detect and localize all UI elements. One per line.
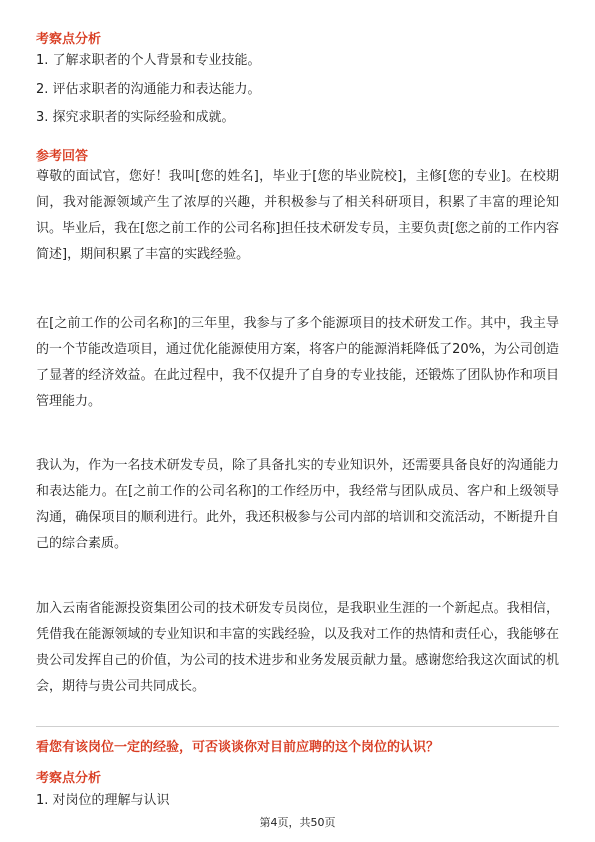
page-number: 第4页，共50页	[259, 816, 336, 829]
next-analysis-point-1: 1. 对岗位的理解与认识	[36, 793, 170, 808]
answer-paragraph-1: 尊敬的面试官，您好！我叫[您的姓名]，毕业于[您的毕业院校]，主修[您的专业]。在校期间，我对能源领域产生了浓厚的兴趣，并积极参与了相关科研项目，积累了丰富的理论知识。毕业后，我在[您之前工作的公司名称]担任技术研发专员，主要负责[您之前的工作内容简述]，期间积累了丰富的实践经验。	[36, 169, 559, 262]
analysis-point-3: 3. 探究求职者的实际经验和成就。	[36, 110, 235, 125]
answer-paragraph-2: 在[之前工作的公司名称]的三年里，我参与了多个能源项目的技术研发工作。其中，我主导的一个节能改造项目，通过优化能源使用方案，将客户的能源消耗降低了20%，为公司创造了显著的经济效益。在此过程中，我不仅提升了自身的专业技能，还锻炼了团队协作和项目管理能力。	[36, 316, 559, 409]
analysis-point-2: 2. 评估求职者的沟通能力和表达能力。	[36, 82, 261, 97]
analysis-heading: 考察点分析	[36, 32, 102, 47]
answer-paragraph-4: 加入云南省能源投资集团公司的技术研发专员岗位，是我职业生涯的一个新起点。我相信，凭借我在能源领域的专业知识和丰富的实践经验，以及我对工作的热情和责任心，我能够在贵公司发挥自己的价值，为公司的技术进步和业务发展贡献力量。感谢您给我这次面试的机会，期待与贵公司共同成长。	[36, 601, 559, 694]
answer-heading: 参考回答	[36, 149, 89, 164]
analysis-point-1: 1. 了解求职者的个人背景和专业技能。	[36, 53, 261, 68]
next-question-title: 看您有该岗位一定的经验，可否谈谈你对目前应聘的这个岗位的认识？	[36, 740, 440, 755]
next-analysis-heading: 考察点分析	[36, 771, 102, 786]
answer-paragraph-3: 我认为，作为一名技术研发专员，除了具备扎实的专业知识外，还需要具备良好的沟通能力和表达能力。在[之前工作的公司名称]的工作经历中，我经常与团队成员、客户和上级领导沟通，确保项目的顺利进行。此外，我还积极参与公司内部的培训和交流活动，不断提升自己的综合素质。	[36, 458, 559, 551]
section-divider	[36, 726, 559, 727]
